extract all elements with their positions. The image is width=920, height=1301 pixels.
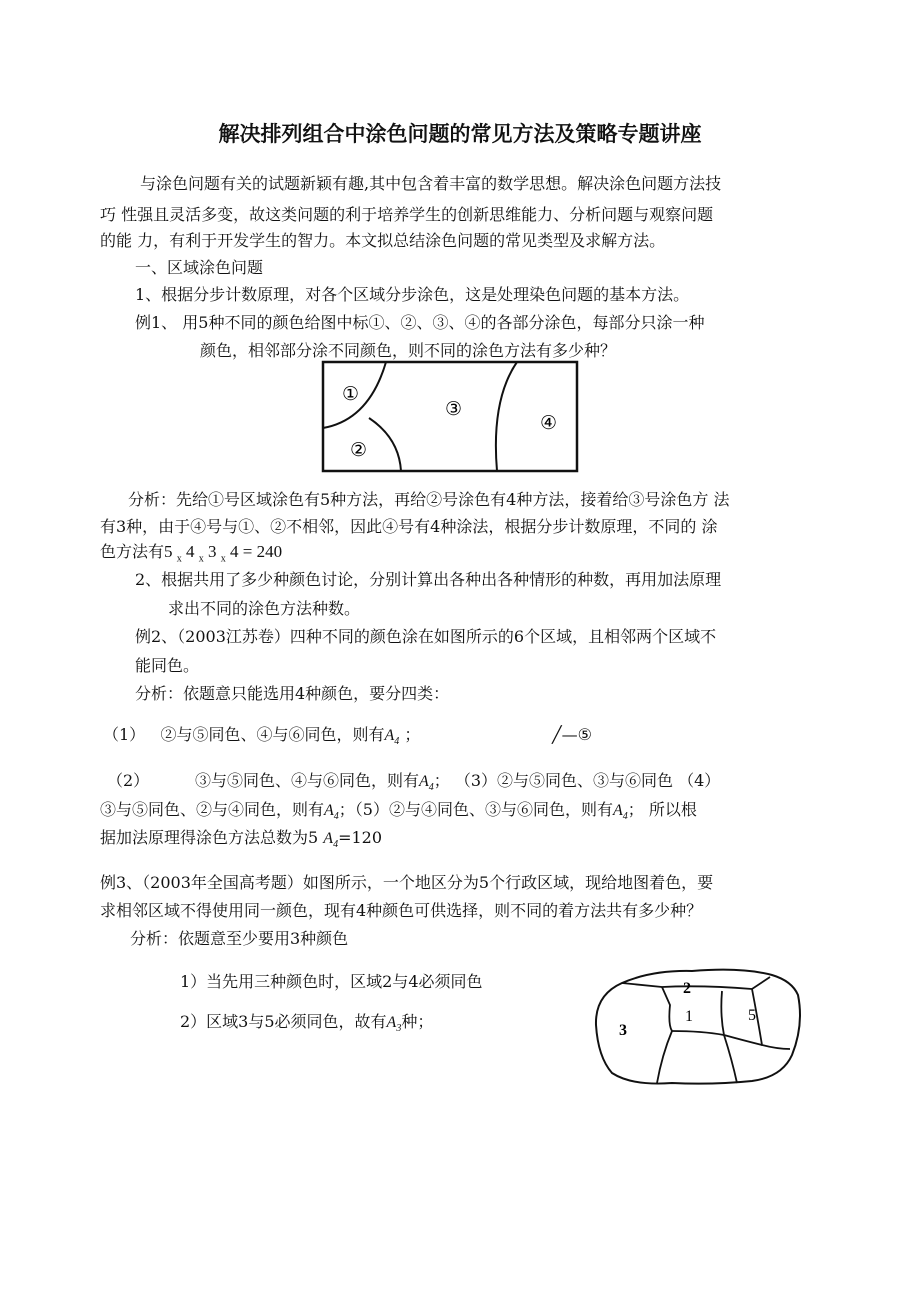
figure-fragment: ╱—⑤ xyxy=(552,725,592,744)
case-5-text: ；（5）②与④同色、③与⑥同色，则有 xyxy=(338,800,613,819)
a4-sub: 4 xyxy=(428,782,434,794)
case-2-3 xyxy=(107,769,720,800)
total-prefix: 据加法原理得涂色方法总数为5 xyxy=(100,828,324,847)
intro-line-1: 与涂色问题有关的试题新颖有趣,其中包含着丰富的数学思想。解决涂色问题方法技 xyxy=(140,174,722,193)
example-2-line-2: 能同色。 xyxy=(135,656,200,675)
case-4-5 xyxy=(100,798,697,829)
semicolon: ； xyxy=(404,725,421,744)
example-2-total xyxy=(100,826,382,857)
example-2-line-1: 例2、（2003江苏卷）四种不同的颜色涂在如图所示的6个区域，且相邻两个区域不 xyxy=(135,627,717,646)
a4-symbol: A xyxy=(418,773,429,790)
region-label-3: ③ xyxy=(445,398,463,420)
case-1-label: （1） xyxy=(103,725,146,744)
analysis-1-line-1: 分析：先给①号区域涂色有5种方法，再给②号涂色有4种方法，接着给③号涂色方 法 xyxy=(128,490,730,509)
a3-symbol: A xyxy=(386,1014,397,1031)
a4-symbol: A xyxy=(612,802,623,819)
formula-4b: 4 xyxy=(230,542,239,561)
case-2-text: ③与⑤同色、④与⑥同色，则有 xyxy=(194,771,419,790)
region-figure-1 xyxy=(321,360,579,473)
region-label-4: ④ xyxy=(540,412,558,434)
analysis-1-line-3 xyxy=(100,540,282,571)
method-1: 1、根据分步计数原理，对各个区域分步涂色，这是处理染色问题的基本方法。 xyxy=(135,285,690,304)
case-2-label: （2） xyxy=(107,771,150,790)
analysis-1-line-2: 有3种，由于④号与①、②不相邻，因此④号有4种涂法，根据分步计数原理，不同的 涂 xyxy=(100,517,718,536)
example-3-line-1: 例3、（2003年全国高考题）如图所示，一个地区分为5个行政区域，现给地图着色，要 xyxy=(100,873,714,892)
example-3-line-2: 求相邻区域不得使用同一颜色，现有4种颜色可供选择，则不同的着方法共有多少种？ xyxy=(100,901,703,920)
a4-symbol: A xyxy=(384,727,395,744)
formula-4: 4 xyxy=(186,542,195,561)
method-2-line-1: 2、根据共用了多少种颜色讨论，分别计算出各种出各种情形的种数，再用加法原理 xyxy=(135,570,722,589)
example-3-step-2 xyxy=(180,1010,433,1041)
conclusion-tail: ； 所以根 xyxy=(627,800,697,819)
example-1-line-2: 颜色，相邻部分涂不同颜色，则不同的涂色方法有多少种？ xyxy=(200,341,617,360)
example-1-line-1: 例1、 用5种不同的颜色给图中标①、②、③、④的各部分涂色，每部分只涂一种 xyxy=(135,313,705,332)
a4-symbol: A xyxy=(324,802,334,819)
map-label-3: 3 xyxy=(619,1022,627,1039)
formula-5: 5 xyxy=(164,542,173,561)
case-1-text: ②与⑤同色、④与⑥同色，则有 xyxy=(160,725,385,744)
formula-3: 3 xyxy=(208,542,217,561)
region-label-1: ① xyxy=(342,383,360,405)
case-4-text: ③与⑤同色、②与④同色，则有 xyxy=(100,800,325,819)
formula-result: = 240 xyxy=(242,542,283,561)
times-sign: x xyxy=(220,553,226,565)
intro-line-3: 的能 力，有利于开发学生的智力。本文拟总结涂色问题的常见类型及求解方法。 xyxy=(100,231,666,250)
step-2-suffix: 种； xyxy=(401,1012,434,1031)
map-label-2: 2 xyxy=(683,980,691,997)
example-3-analysis: 分析：依题意至少要用3种颜色 xyxy=(130,929,349,948)
times-sign: x xyxy=(176,553,182,565)
region-label-2: ② xyxy=(350,439,368,461)
page-title: 解决排列组合中涂色问题的常见方法及策略专题讲座 xyxy=(218,121,702,146)
example-3-step-1: 1）当先用三种颜色时，区域2与4必须同色 xyxy=(180,972,483,991)
a4-sub: 4 xyxy=(333,839,339,851)
a4-sub: 4 xyxy=(622,811,628,823)
times-sign: x xyxy=(198,553,204,565)
case-3-text: ； （3）②与⑤同色、③与⑥同色 （4） xyxy=(433,771,721,790)
a4-sub: 4 xyxy=(394,736,400,748)
map-figure xyxy=(592,965,804,1088)
map-label-5: 5 xyxy=(748,1007,756,1024)
intro-line-2: 巧 性强且灵活多变，故这类问题的利于培养学生的创新思维能力、分析问题与观察问题 xyxy=(100,205,714,224)
method-2-line-2: 求出不同的涂色方法种数。 xyxy=(168,599,361,618)
analysis-1-prefix: 色方法有 xyxy=(100,542,165,561)
example-2-analysis: 分析：依题意只能选用4种颜色，要分四类： xyxy=(135,684,450,703)
step-2-prefix: 2）区域3与5必须同色，故有 xyxy=(180,1012,387,1031)
map-label-1: 1 xyxy=(685,1008,693,1025)
a4-sub: 4 xyxy=(333,811,339,823)
total-suffix: =120 xyxy=(338,828,383,847)
section-heading: 一、区域涂色问题 xyxy=(135,258,264,277)
formula xyxy=(164,542,283,565)
a3-sub: 3 xyxy=(396,1023,402,1035)
a4-symbol: A xyxy=(323,830,334,847)
case-1 xyxy=(103,723,420,754)
